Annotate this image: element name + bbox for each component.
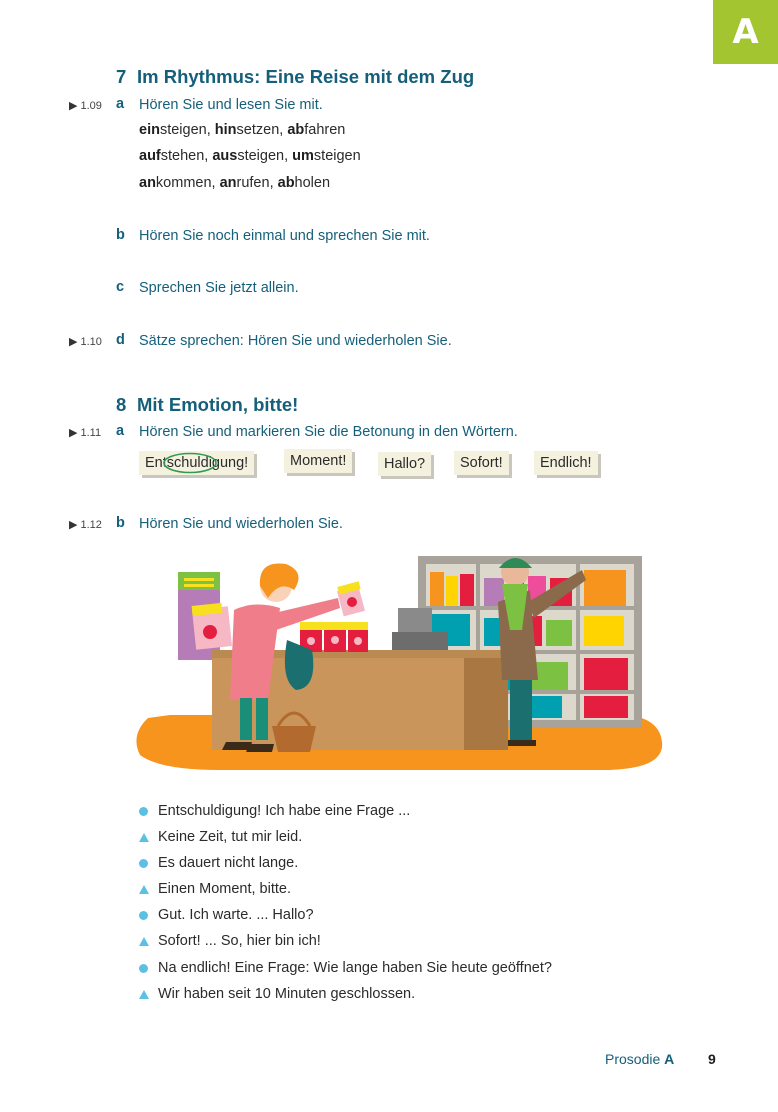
speaker-circle-icon	[139, 859, 148, 868]
stress-circle-icon	[162, 452, 218, 474]
play-icon: ▶	[69, 100, 78, 112]
section-number: 8	[116, 394, 127, 415]
chapter-tab: A	[713, 0, 778, 64]
stressed-prefix: an	[219, 175, 237, 191]
stressed-prefix: ab	[287, 122, 305, 138]
audio-track-1-12[interactable]	[69, 518, 102, 531]
track-number: 1.11	[80, 427, 102, 439]
speaker-triangle-icon	[139, 885, 149, 894]
task-letter: b	[116, 515, 125, 531]
word-rest: setzen,	[236, 122, 288, 138]
shop-illustration	[130, 550, 670, 775]
stressed-syllable	[167, 451, 209, 475]
task-letter: d	[116, 332, 125, 348]
task-instruction: Hören Sie noch einmal und sprechen Sie mit.	[139, 228, 430, 244]
dialogue-text: Einen Moment, bitte.	[158, 881, 291, 897]
dialogue-text: Na endlich! Eine Frage: Wie lange haben Sie heute geöffnet?	[158, 960, 552, 976]
dialogue-text: Gut. Ich warte. ... Hallo?	[158, 907, 314, 923]
audio-track-1-10[interactable]	[69, 335, 102, 348]
task-instruction: Sätze sprechen: Hören Sie und wiederholen Sie.	[139, 333, 452, 349]
task-letter: b	[116, 227, 125, 243]
word-card-moment[interactable]: Moment!	[284, 449, 352, 473]
page-number: 9	[708, 1051, 716, 1067]
stressed-prefix: an	[139, 175, 156, 191]
word-rest: steigen	[313, 148, 361, 164]
word-rest: fahren	[304, 122, 346, 138]
footer-section-label	[605, 1051, 674, 1067]
speaker-triangle-icon	[139, 833, 149, 842]
stressed-prefix: auf	[139, 148, 161, 164]
word-part: schuld	[166, 455, 209, 471]
word-line-3	[139, 175, 330, 191]
track-number: 1.10	[80, 336, 102, 348]
word-rest: steigen,	[159, 122, 215, 138]
play-icon: ▶	[69, 519, 78, 531]
word-card-sofort[interactable]: Sofort!	[454, 451, 509, 475]
word-rest: holen	[294, 175, 331, 191]
footer-section-name: Prosodie	[605, 1051, 661, 1067]
dialogue-text: Es dauert nicht lange.	[158, 855, 299, 871]
word-rest: steigen,	[237, 148, 293, 164]
footer-section-letter: A	[664, 1051, 675, 1067]
word-line-1	[139, 122, 345, 138]
speaker-triangle-icon	[139, 990, 149, 999]
stressed-prefix: um	[292, 148, 314, 164]
track-number: 1.12	[80, 519, 102, 531]
word-card-endlich[interactable]: Endlich!	[534, 451, 598, 475]
dialogue-text: Wir haben seit 10 Minuten geschlossen.	[158, 986, 416, 1002]
speaker-circle-icon	[139, 964, 148, 973]
section-7-title	[116, 66, 474, 88]
task-letter: a	[116, 96, 125, 112]
word-rest: kommen,	[155, 175, 220, 191]
stressed-prefix: hin	[214, 122, 237, 138]
task-instruction: Hören Sie und lesen Sie mit.	[139, 97, 323, 113]
word-part: Ent	[145, 455, 167, 471]
word-rest: rufen,	[236, 175, 278, 191]
word-part: igung!	[208, 455, 249, 471]
stressed-prefix: ab	[277, 175, 295, 191]
section-title-text: Mit Emotion, bitte!	[137, 394, 299, 415]
task-letter: a	[116, 423, 125, 439]
task-instruction: Hören Sie und wiederholen Sie.	[139, 516, 343, 532]
play-icon: ▶	[69, 427, 78, 439]
dialogue-text: Entschuldigung! Ich habe eine Frage ...	[158, 803, 411, 819]
dialogue-text: Sofort! ... So, hier bin ich!	[158, 933, 321, 949]
stressed-prefix: ein	[139, 122, 160, 138]
section-title-text: Im Rhythmus: Eine Reise mit dem Zug	[137, 66, 475, 87]
stressed-prefix: aus	[212, 148, 238, 164]
section-8-title	[116, 394, 298, 416]
speaker-triangle-icon	[139, 937, 149, 946]
word-line-2	[139, 148, 361, 164]
speaker-circle-icon	[139, 807, 148, 816]
task-instruction: Sprechen Sie jetzt allein.	[139, 280, 299, 296]
audio-track-1-09[interactable]	[69, 99, 102, 112]
dialogue-text: Keine Zeit, tut mir leid.	[158, 829, 303, 845]
task-letter: c	[116, 279, 125, 295]
word-card-hallo[interactable]: Hallo?	[378, 452, 431, 476]
word-rest: stehen,	[160, 148, 213, 164]
task-instruction: Hören Sie und markieren Sie die Betonung in den Wörtern.	[139, 424, 518, 440]
track-number: 1.09	[80, 100, 102, 112]
audio-track-1-11[interactable]	[69, 426, 101, 439]
section-number: 7	[116, 66, 127, 87]
word-card-entschuldigung[interactable]	[139, 451, 254, 475]
speaker-circle-icon	[139, 911, 148, 920]
play-icon: ▶	[69, 336, 78, 348]
